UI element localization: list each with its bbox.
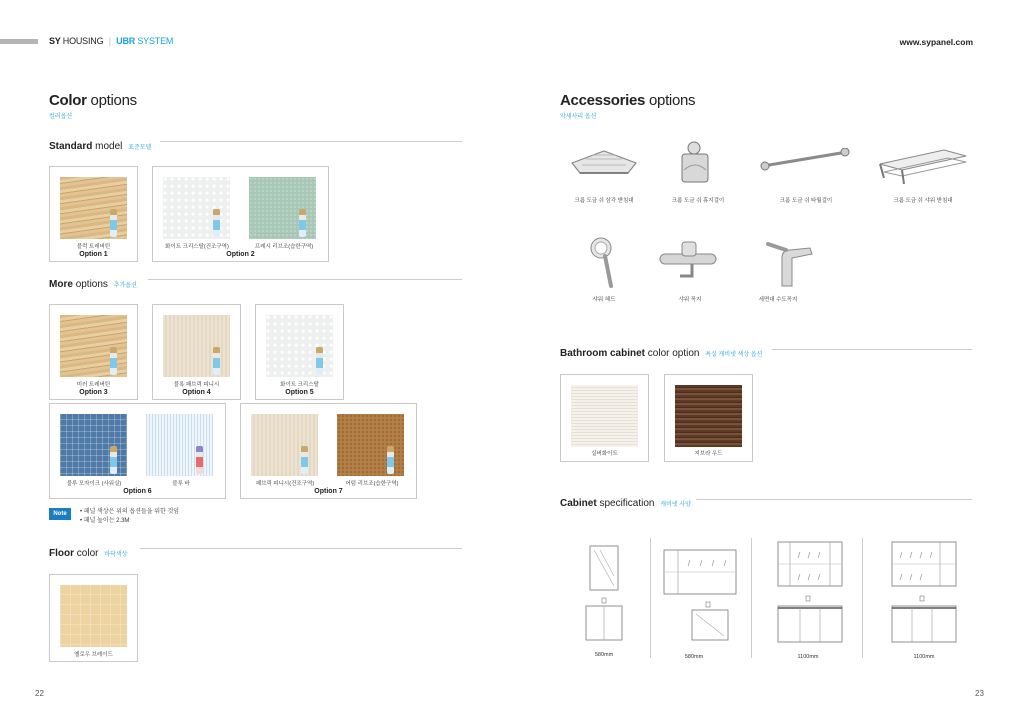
- option-6-card[interactable]: [49, 403, 226, 499]
- website-link[interactable]: www.sypanel.com: [899, 37, 973, 47]
- accessory-caption: 샤워 꼭지: [678, 297, 702, 303]
- cabinet-width: 1100mm: [913, 654, 935, 660]
- option-7-card[interactable]: [240, 403, 417, 499]
- note-line: • 패널 높이는 2.3M: [80, 518, 130, 524]
- accessory-caption: 크롬 도금 쉬 샤워 받침대: [893, 198, 953, 204]
- accessory-caption: 세면대 수도꼭지: [758, 297, 798, 303]
- swatch: [675, 385, 742, 447]
- swatch-caption: 블럭 트레버틴: [76, 244, 111, 250]
- divider: [140, 548, 462, 549]
- heading-bold: More: [49, 279, 73, 290]
- swatch: [571, 385, 638, 447]
- title-rest: options: [648, 92, 696, 109]
- tube-icon: [110, 209, 117, 237]
- spec-divider: [650, 538, 651, 658]
- option-4-card[interactable]: [152, 304, 241, 400]
- accessories-title: [560, 92, 695, 109]
- system-bold: UBR: [116, 36, 136, 46]
- tube-icon: [110, 347, 117, 375]
- system-rest: SYSTEM: [137, 36, 174, 46]
- accessory-caption: 크롬 도금 쉬 타월걸이: [779, 198, 833, 204]
- heading-rest: color: [76, 548, 99, 559]
- more-options-heading: [49, 279, 137, 290]
- heading-bold: Bathroom cabinet: [560, 348, 646, 359]
- option-2-card[interactable]: [152, 166, 329, 262]
- spec-divider: [751, 538, 752, 658]
- bath-faucet-icon: [656, 236, 720, 280]
- heading-ko: 추가옵션: [113, 283, 137, 289]
- cabinet-spec-heading: [560, 498, 691, 509]
- shower-rack-icon: [874, 142, 970, 186]
- option-5-card[interactable]: [255, 304, 344, 400]
- page-number-right: 23: [975, 689, 984, 698]
- heading-rest: options: [75, 279, 108, 290]
- swatch-caption: 블루 바: [172, 481, 190, 487]
- towel-bar-icon: [757, 148, 853, 172]
- swatch-caption: 블록 패브릭 피니시: [173, 382, 220, 388]
- tube-icon: [387, 446, 394, 474]
- heading-ko: 욕실 캐비넷 색상 옵션: [705, 352, 763, 358]
- header-accent-bar: [0, 39, 38, 44]
- title-bold: Accessories: [560, 92, 646, 109]
- divider: [772, 349, 972, 350]
- note-line: • 패널 색상은 위의 옵션들을 위한 것임: [80, 509, 180, 515]
- accessories-subtitle: 악세사리 옵션: [560, 114, 597, 120]
- option-label: Option 2: [226, 251, 255, 258]
- option-1-card[interactable]: [49, 166, 138, 262]
- tube-icon: [301, 446, 308, 474]
- standard-model-heading: [49, 141, 151, 152]
- swatch-caption: 지브라 우드: [694, 451, 723, 457]
- cabinet-drawing-4: [888, 538, 960, 650]
- heading-ko: 표준모델: [128, 145, 152, 151]
- accessory-caption: 크롬 도금 쉬 휴지걸이: [671, 198, 725, 204]
- option-label: Option 4: [182, 389, 211, 396]
- swatch-caption: 프레시 리브조(습한구역): [254, 244, 314, 250]
- cabinet-color-heading: [560, 348, 762, 359]
- option-label: Option 3: [79, 389, 108, 396]
- basin-faucet-icon: [760, 238, 820, 288]
- brand-rest: HOUSING: [62, 36, 104, 46]
- title-rest: options: [90, 92, 137, 109]
- cabinet-width: 580mm: [684, 654, 704, 660]
- tube-icon: [213, 347, 220, 375]
- option-3-card[interactable]: [49, 304, 138, 400]
- option-label: Option 1: [79, 251, 108, 258]
- color-options-title: [49, 92, 137, 109]
- floor-color-heading: [49, 548, 127, 559]
- swatch-caption: 옐로우 브레이드: [74, 652, 113, 658]
- paper-holder-icon: [676, 140, 716, 188]
- heading-rest: specification: [599, 498, 655, 509]
- shower-head-icon: [587, 236, 621, 288]
- color-options-subtitle: 컬러옵션: [49, 114, 73, 120]
- cabinet-drawing-1: [584, 542, 624, 648]
- cabinet-width: 580mm: [594, 652, 614, 658]
- swatch: [60, 585, 127, 647]
- heading-bold: Cabinet: [560, 498, 597, 509]
- cabinet-drawing-2: [660, 542, 740, 648]
- swatch-caption: 미러 트레버틴: [76, 382, 111, 388]
- swatch-caption: 화이트 크리스탈: [280, 382, 319, 388]
- note-badge: Note: [49, 508, 71, 520]
- spec-divider: [862, 538, 863, 658]
- divider: [148, 279, 462, 280]
- heading-rest: model: [95, 141, 123, 152]
- page-number-left: 22: [35, 689, 44, 698]
- heading-ko: 캐비넷 사양: [660, 502, 691, 508]
- cabinet-color-card[interactable]: [664, 374, 753, 462]
- divider: [696, 499, 972, 500]
- divider: [160, 141, 462, 142]
- tube-icon: [299, 209, 306, 237]
- accessory-caption: 크롬 도금 쉬 삼각 받침대: [574, 198, 634, 204]
- heading-ko: 바닥색상: [104, 552, 128, 558]
- brand-bold: SY: [49, 36, 61, 46]
- brand-separator: |: [108, 36, 111, 46]
- heading-bold: Standard: [49, 141, 93, 152]
- tube-icon: [316, 347, 323, 375]
- tube-icon: [110, 446, 117, 474]
- swatch-caption: 패브릭 피니시(건조구역): [255, 481, 315, 487]
- brand-logo: [49, 36, 173, 46]
- option-label: Option 6: [123, 488, 152, 495]
- title-bold: Color: [49, 92, 87, 109]
- accessory-caption: 샤워 헤드: [592, 297, 616, 303]
- tube-icon: [213, 209, 220, 237]
- heading-bold: Floor: [49, 548, 74, 559]
- option-label: Option 5: [285, 389, 314, 396]
- option-label: Option 7: [314, 488, 343, 495]
- heading-rest: color option: [647, 348, 700, 359]
- swatch-caption: 화이트 크리스탈(건조구역): [165, 244, 229, 250]
- corner-shelf-icon: [568, 145, 640, 185]
- swatch-caption: 블루 모자이크 (사워실): [66, 481, 122, 487]
- swatch-caption: 어텀 리브조(습한구역): [345, 481, 399, 487]
- floor-color-card[interactable]: [49, 574, 138, 662]
- cabinet-color-card[interactable]: [560, 374, 649, 462]
- tube-icon: [196, 446, 203, 474]
- swatch-caption: 실버화이트: [591, 451, 618, 457]
- cabinet-drawing-3: [774, 538, 846, 650]
- cabinet-width: 1100mm: [797, 654, 819, 660]
